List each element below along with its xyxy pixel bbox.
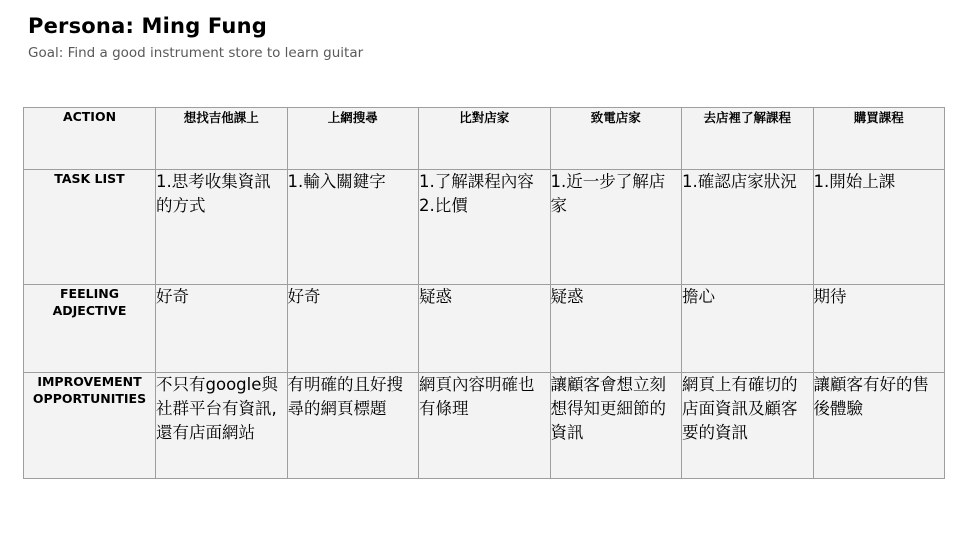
goal-text: Goal: Find a good instrument store to learn guitar (28, 45, 364, 61)
feeling-cell: 期待 (813, 285, 945, 373)
action-header: ACTION (24, 108, 156, 170)
page-title: Persona: Ming Fung (28, 14, 267, 38)
feeling-row (24, 285, 945, 373)
stage-header: 購買課程 (813, 108, 945, 170)
feeling-cell: 擔心 (682, 285, 814, 373)
row-label-task-list: TASK LIST (24, 170, 156, 285)
stage-header: 想找吉他課上 (156, 108, 288, 170)
journey-map-table (23, 107, 945, 479)
task-cell: 1.了解課程內容 2.比價 (419, 170, 551, 285)
stage-header: 上網搜尋 (287, 108, 419, 170)
row-label-feeling: FEELING ADJECTIVE (24, 285, 156, 373)
improvement-cell: 有明確的且好搜尋的網頁標題 (287, 373, 419, 479)
task-cell: 1.開始上課 (813, 170, 945, 285)
improvement-cell: 讓顧客有好的售後體驗 (813, 373, 945, 479)
improvement-cell: 網頁上有確切的店面資訊及顧客要的資訊 (682, 373, 814, 479)
task-cell: 1.思考收集資訊的方式 (156, 170, 288, 285)
task-cell: 1.輸入關鍵字 (287, 170, 419, 285)
improvement-row (24, 373, 945, 479)
task-cell: 1.確認店家狀況 (682, 170, 814, 285)
improvement-cell: 不只有google與社群平台有資訊, 還有店面網站 (156, 373, 288, 479)
feeling-cell: 好奇 (156, 285, 288, 373)
stage-header: 致電店家 (550, 108, 682, 170)
improvement-cell: 讓顧客會想立刻想得知更細節的資訊 (550, 373, 682, 479)
feeling-cell: 疑惑 (419, 285, 551, 373)
stage-header: 比對店家 (419, 108, 551, 170)
improvement-cell: 網頁內容明確也有條理 (419, 373, 551, 479)
stage-header: 去店裡了解課程 (682, 108, 814, 170)
feeling-cell: 疑惑 (550, 285, 682, 373)
row-label-improvement: IMPROVEMENT OPPORTUNITIES (24, 373, 156, 479)
task-list-row (24, 170, 945, 285)
task-cell: 1.近一步了解店家 (550, 170, 682, 285)
stage-header-row (24, 108, 945, 170)
feeling-cell: 好奇 (287, 285, 419, 373)
